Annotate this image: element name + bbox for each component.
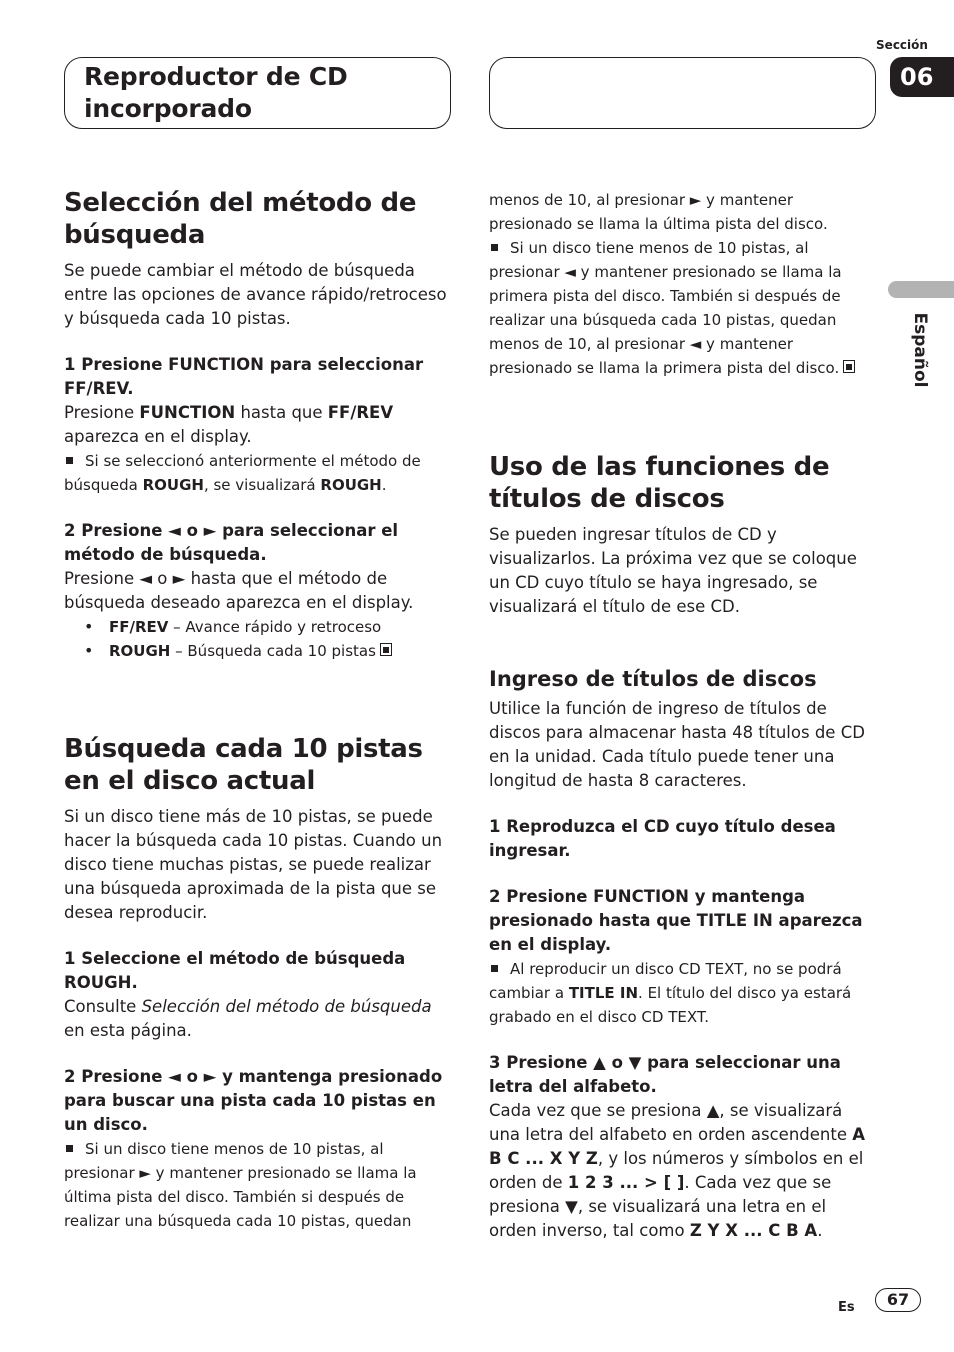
step-2-select-method: 2 Presione ◄ o ► para seleccionar el método de búsqueda. [64, 521, 399, 564]
step-2-hold: 2 Presione ◄ o ► y mantenga presionado para buscar una pista cada 10 pistas en un disco. [64, 1067, 443, 1134]
section-label: Sección [876, 38, 928, 52]
subheading-entering-titles: Ingreso de títulos de discos [489, 667, 817, 691]
empty-header-box [489, 57, 876, 129]
step-1-body: Presione FUNCTION hasta que FF/REV aparezca en el display. [64, 403, 394, 446]
step-3-body: Cada vez que se presiona ▲, se visualizará una letra del alfabeto en orden ascendente A B C ... X Y Z, y los números y símbolos en el orden de 1 2 3 ... > [ ]. Cada vez que se presiona ▼, se visualizará una letra en el orden inverso, tal como Z Y X ... C B A. [489, 1101, 866, 1240]
chapter-title: Reproductor de CD incorporado [84, 62, 348, 123]
note-square-icon [66, 1145, 73, 1152]
note-less-than-10-prev: Si un disco tiene menos de 10 pistas, al presionar ◄ y mantener presionado se llama la primera pista del disco. También si después de realizar una búsqueda cada 10 pistas, quedan menos de 10, al presionar ◄ y mantener presionado se llama la primera pista del disco. [489, 236, 877, 380]
language-label: Español [910, 312, 930, 388]
footer-language-code: Es [838, 1300, 855, 1315]
note-cd-text: Al reproducir un disco CD TEXT, no se podrá cambiar a TITLE IN. El título del disco ya estará grabado en el disco CD TEXT. [489, 960, 852, 1026]
intro-entering-titles: Utilice la función de ingreso de títulos de discos para almacenar hasta 48 títulos de CD en la unidad. Cada título puede tener una longitud de hasta 8 caracteres. [489, 699, 865, 790]
step-1-rough-body: Consulte Selección del método de búsqueda en esta página. [64, 997, 432, 1040]
note-square-icon [66, 457, 73, 464]
step-1-play-cd: 1 Reproduzca el CD cuyo título desea ingresar. [489, 817, 836, 860]
heading-rough-search: Búsqueda cada 10 pistas en el disco actual [64, 734, 423, 796]
right-column [489, 188, 877, 1243]
step-1-function: 1 Presione FUNCTION para seleccionar FF/REV. [64, 355, 424, 398]
note-less-than-10-next-cont: menos de 10, al presionar ► y mantener presionado se llama la última pista del disco. [489, 191, 828, 233]
heading-disc-titles: Uso de las funciones de títulos de discos [489, 452, 830, 514]
note-less-than-10-next: Si un disco tiene menos de 10 pistas, al presionar ► y mantener presionado se llama la última pista del disco. También si después de realizar una búsqueda cada 10 pistas, quedan [64, 1140, 417, 1230]
left-column [64, 187, 452, 1233]
intro-search-method: Se puede cambiar el método de búsqueda entre las opciones de avance rápido/retroceso y búsqueda cada 10 pistas. [64, 261, 447, 328]
intro-disc-titles: Se pueden ingresar títulos de CD y visualizarlos. La próxima vez que se coloque un CD cuyo título se haya ingresado, se visualizará el título de ese CD. [489, 525, 857, 616]
step-2-title-in: 2 Presione FUNCTION y mantenga presionado hasta que TITLE IN aparezca en el display. [489, 887, 863, 954]
language-tab-bar [888, 281, 954, 298]
page-number: 67 [875, 1288, 921, 1312]
end-mark-icon [843, 360, 855, 373]
note-rough: Si se seleccionó anteriormente el método de búsqueda ROUGH, se visualizará ROUGH. [64, 452, 421, 494]
end-mark-icon [380, 643, 392, 656]
note-square-icon [491, 965, 498, 972]
step-2-body: Presione ◄ o ► hasta que el método de búsqueda deseado aparezca en el display. [64, 569, 414, 612]
note-square-icon [491, 244, 498, 251]
list-item: • ROUGH – Búsqueda cada 10 pistas [84, 639, 452, 663]
method-options-list [64, 615, 452, 663]
step-1-select-rough: 1 Seleccione el método de búsqueda ROUGH. [64, 949, 406, 992]
intro-rough-search: Si un disco tiene más de 10 pistas, se puede hacer la búsqueda cada 10 pistas. Cuando un disco tiene muchas pistas, se puede realizar una búsqueda aproximada de la pista que se desea reproducir. [64, 807, 443, 922]
step-3-select-letter: 3 Presione ▲ o ▼ para seleccionar una letra del alfabeto. [489, 1053, 841, 1096]
heading-search-method: Selección del método de búsqueda [64, 188, 417, 250]
list-item: • FF/REV – Avance rápido y retroceso [84, 615, 452, 639]
section-number-tab: 06 [890, 57, 954, 97]
